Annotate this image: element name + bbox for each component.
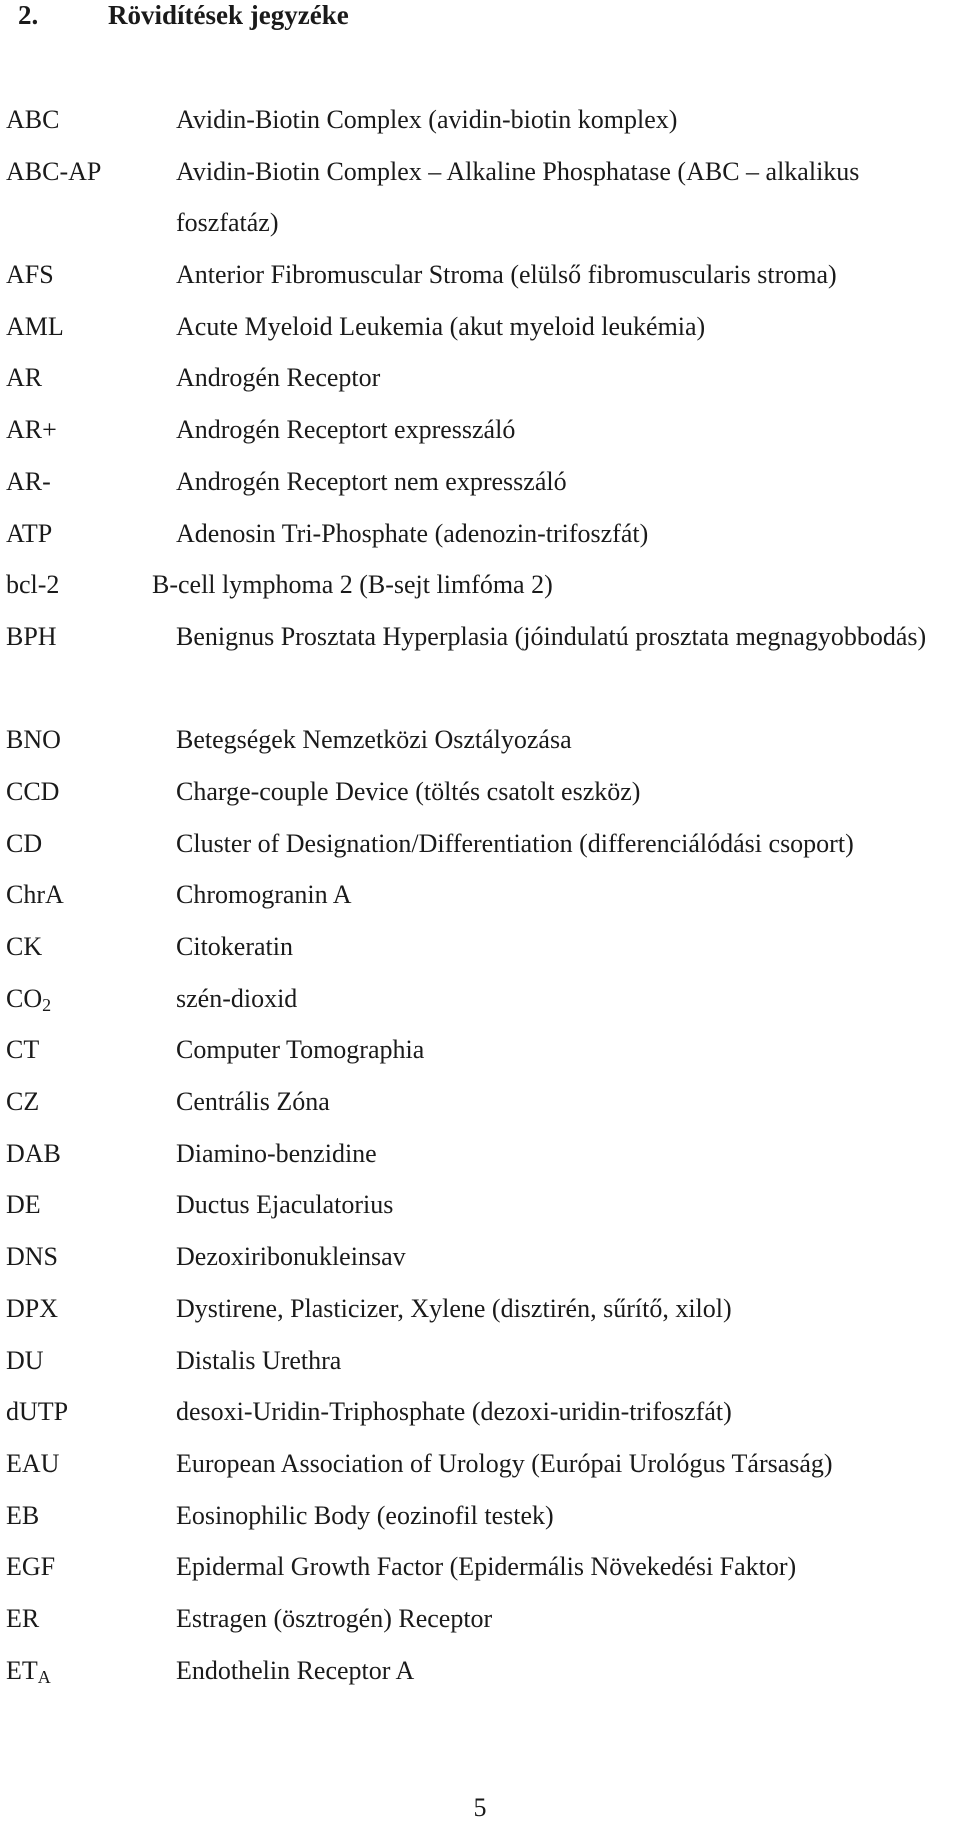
definition: Epidermal Growth Factor (Epidermális Növekedési Faktor) (176, 1552, 797, 1582)
abbreviation-row (6, 921, 960, 973)
abbreviation-row (6, 1438, 960, 1490)
abbreviation-row (6, 714, 960, 766)
abbreviation: EGF (6, 1552, 56, 1582)
definition: Benignus Prosztata Hyperplasia (jóindulatú prosztata megnagyobbodás) (176, 621, 927, 651)
abbreviation: bcl-2 (6, 570, 60, 600)
abbreviation-row (6, 1386, 960, 1438)
abbreviation-row (6, 404, 960, 456)
definition: Distalis Urethra (176, 1345, 342, 1375)
definition: Citokeratin (176, 932, 293, 962)
abbreviation: ChrA (6, 880, 64, 910)
abbreviation: $ET_A$ (6, 1655, 51, 1687)
abbreviation-list (6, 94, 960, 1696)
abbreviation: DNS (6, 1242, 59, 1272)
definition: Computer Tomographia (176, 1035, 425, 1065)
abbreviation-row (6, 559, 960, 611)
abbreviation: DU (6, 1345, 44, 1375)
abbreviation-row (6, 1490, 960, 1542)
definition: Avidin-Biotin Complex – Alkaline Phosphatase (ABC – alkalikus foszfatáz) (176, 156, 860, 238)
definition: Androgén Receptor (176, 363, 381, 393)
abbreviation-row (6, 301, 960, 353)
abbreviation: EB (6, 1500, 40, 1530)
abbreviation: CK (6, 932, 43, 962)
definition: Centrális Zóna (176, 1087, 330, 1117)
abbreviation: ABC (6, 105, 60, 134)
abbreviation-row (6, 94, 960, 146)
abbreviation-row (6, 1283, 960, 1335)
abbreviation-row (6, 146, 960, 249)
abbreviation-row (6, 1128, 960, 1180)
definition: szén-dioxid (176, 983, 298, 1013)
abbreviation-row (6, 1645, 960, 1697)
abbreviation-row (6, 1179, 960, 1231)
abbreviation: ER (6, 1603, 40, 1633)
abbreviation: ATP (6, 518, 53, 548)
definition: B-cell lymphoma 2 (B-sejt limfóma 2) (152, 570, 553, 600)
definition: desoxi-Uridin-Triphosphate (dezoxi-uridin-trifoszfát) (176, 1397, 732, 1427)
definition: Cluster of Designation/Differentiation (differenciálódási csoport) (176, 828, 854, 858)
abbreviation: EAU (6, 1448, 60, 1478)
abbreviation: AFS (6, 260, 54, 290)
abbreviation: $CO_2$ (6, 983, 52, 1015)
abbreviation: DPX (6, 1293, 59, 1323)
definition: Chromogranin A (176, 880, 352, 910)
abbreviation-subscript: 2 (42, 994, 52, 1015)
abbreviation: DE (6, 1190, 41, 1220)
page-number: 5 (473, 1793, 487, 1822)
abbreviation: AR- (6, 466, 51, 496)
section-heading (18, 0, 349, 31)
abbreviation: CT (6, 1035, 40, 1065)
abbreviation: BPH (6, 621, 57, 651)
definition: Anterior Fibromuscular Stroma (elülső fibromuscularis stroma) (176, 260, 837, 290)
abbreviation-row (6, 1231, 960, 1283)
abbreviation-row (6, 352, 960, 404)
abbreviation: BNO (6, 725, 61, 755)
abbreviation: AML (6, 311, 64, 341)
abbreviation-row (6, 1593, 960, 1645)
definition: Betegségek Nemzetközi Osztályozása (176, 725, 572, 755)
definition: Adenosin Tri-Phosphate (adenozin-trifoszfát) (176, 518, 649, 548)
abbreviation-row (6, 1335, 960, 1387)
definition: Acute Myeloid Leukemia (akut myeloid leukémia) (176, 311, 706, 341)
abbreviation: ABC-AP (6, 156, 102, 186)
abbreviation-row (6, 1024, 960, 1076)
definition: European Association of Urology (Európai Urológus Társaság) (176, 1448, 833, 1478)
definition: Estragen (ösztrogén) Receptor (176, 1603, 493, 1633)
definition: Diamino-benzidine (176, 1138, 377, 1168)
abbreviation-row (6, 611, 960, 714)
definition: Charge-couple Device (töltés csatolt eszköz) (176, 776, 641, 806)
abbreviation: AR+ (6, 415, 57, 445)
abbreviation: AR (6, 363, 43, 393)
abbreviation-row (6, 456, 960, 508)
definition: Androgén Receptort expresszáló (176, 415, 516, 445)
definition: Androgén Receptort nem expresszáló (176, 466, 567, 496)
abbreviation-row (6, 818, 960, 870)
abbreviation-row (6, 249, 960, 301)
section-number: 2. (18, 0, 39, 30)
abbreviation-row (6, 766, 960, 818)
definition: Avidin-Biotin Complex (avidin-biotin komplex) (176, 105, 678, 134)
abbreviation-row (6, 973, 960, 1025)
abbreviation-row (6, 1076, 960, 1128)
definition: Dezoxiribonukleinsav (176, 1242, 406, 1272)
abbreviation: CCD (6, 776, 60, 806)
abbreviation-row (6, 869, 960, 921)
definition: Endothelin Receptor A (176, 1655, 415, 1685)
abbreviation-row (6, 1541, 960, 1593)
abbreviation: dUTP (6, 1397, 69, 1427)
abbreviation: CZ (6, 1087, 40, 1117)
definition: Eosinophilic Body (eozinofil testek) (176, 1500, 554, 1530)
section-title: Rövidítések jegyzéke (108, 0, 349, 30)
definition: Dystirene, Plasticizer, Xylene (disztirén, sűrítő, xilol) (176, 1293, 732, 1323)
abbreviation: DAB (6, 1138, 61, 1168)
abbreviation-row (6, 508, 960, 560)
definition: Ductus Ejaculatorius (176, 1190, 394, 1220)
abbreviation-subscript: A (37, 1666, 51, 1687)
abbreviation: CD (6, 828, 43, 858)
